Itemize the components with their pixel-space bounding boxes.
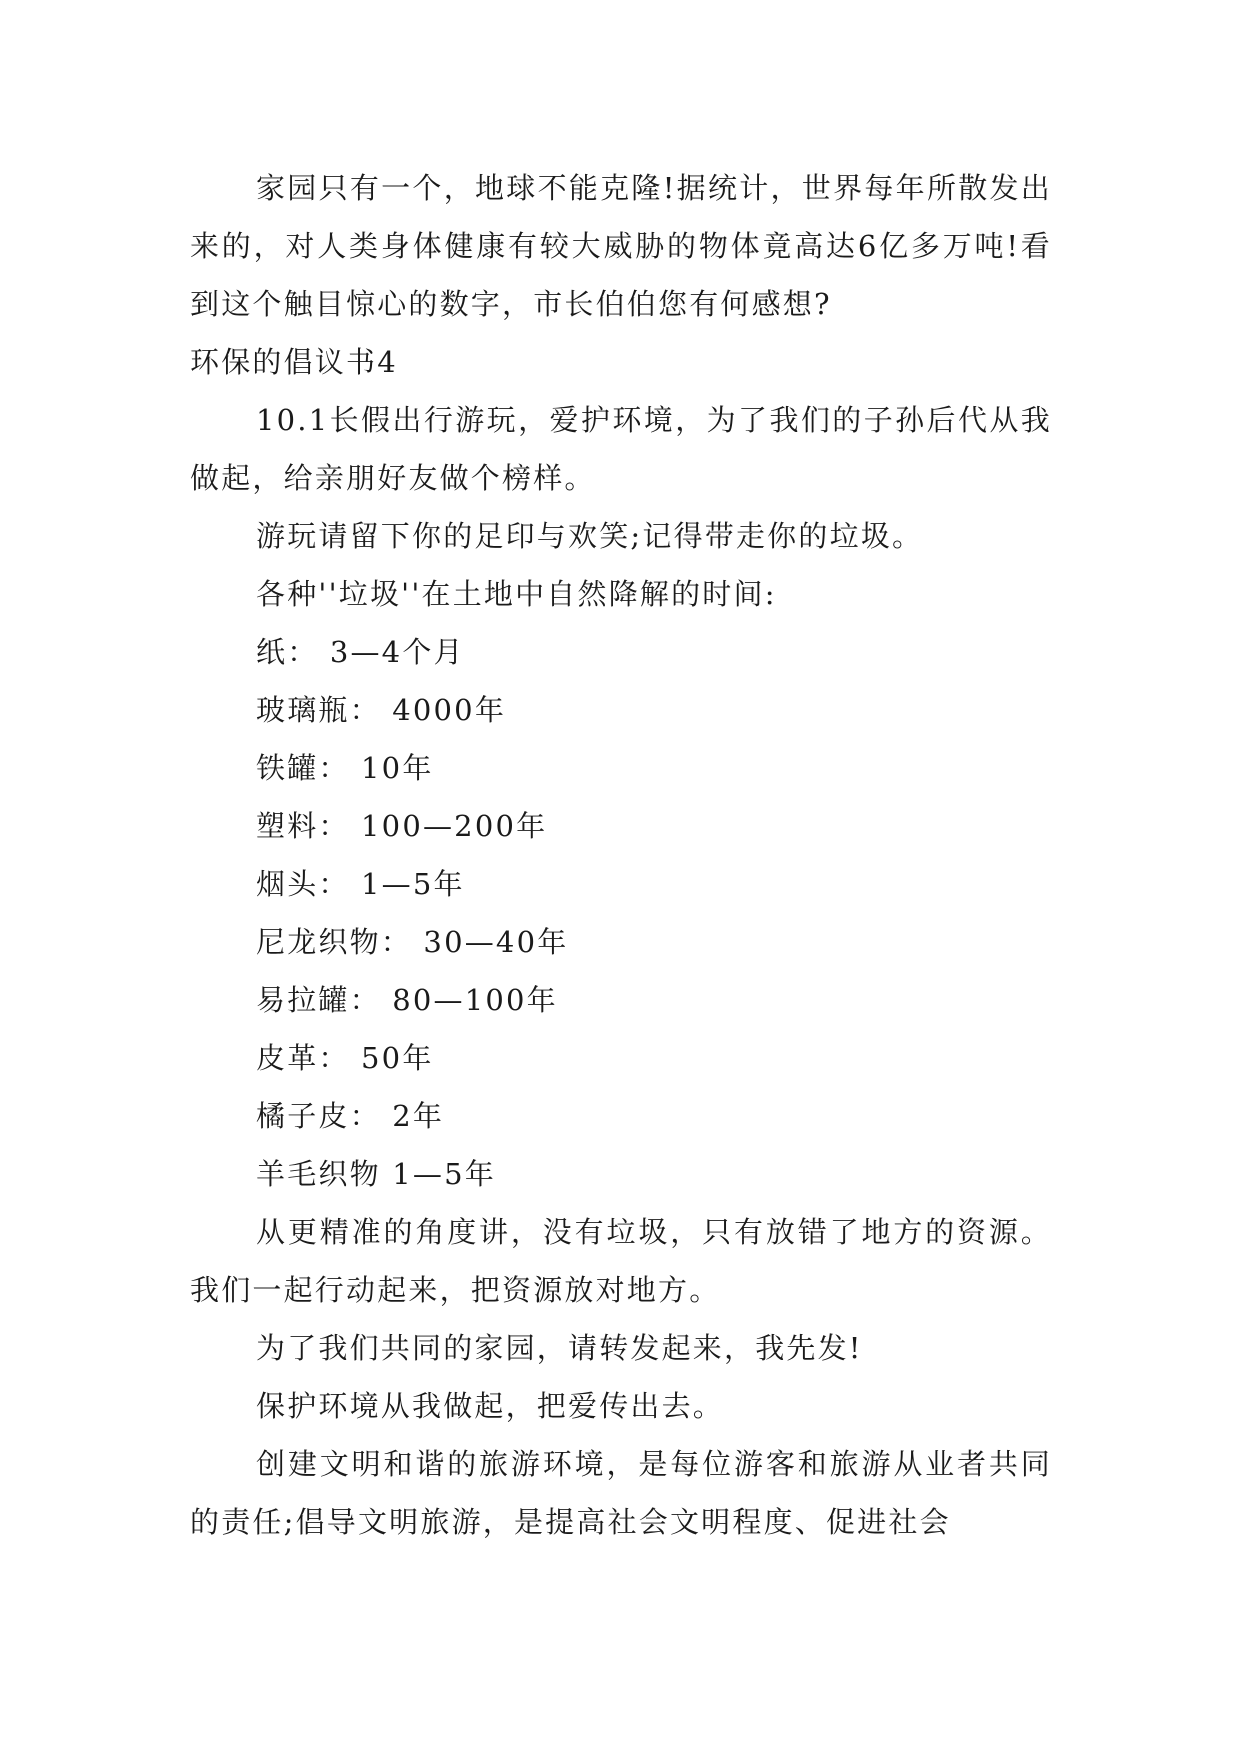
paragraph-take-trash: 游玩请留下你的足印与欢笑;记得带走你的垃圾。 bbox=[256, 519, 924, 553]
paragraph-holiday: 10.1长假出行游玩，爱护环境，为了我们的子孙后代从我做起，给亲朋好友做个榜样。 bbox=[190, 403, 1052, 495]
paragraph-protect: 保护环境从我做起，把爱传出去。 bbox=[256, 1389, 725, 1423]
paragraph-decompose-intro: 各种''垃圾''在土地中自然降解的时间: bbox=[256, 577, 777, 611]
list-item-leather: 皮革： 50年 bbox=[256, 1041, 434, 1075]
paragraph-intro: 家园只有一个，地球不能克隆!据统计，世界每年所散发出来的，对人类身体健康有较大威胁的物体竟高达6亿多万吨!看到这个触目惊心的数字，市长伯伯您有何感想? bbox=[190, 171, 1052, 321]
list-item-glass: 玻璃瓶： 4000年 bbox=[256, 693, 507, 727]
paragraph-resources: 从更精准的角度讲，没有垃圾，只有放错了地方的资源。我们一起行动起来，把资源放对地方。 bbox=[190, 1215, 1052, 1307]
list-item-cigarette: 烟头： 1—5年 bbox=[256, 867, 465, 901]
list-item-plastic: 塑料： 100—200年 bbox=[256, 809, 548, 843]
paragraph-share: 为了我们共同的家园，请转发起来，我先发! bbox=[256, 1331, 863, 1365]
list-item-pop-can: 易拉罐： 80—100年 bbox=[256, 983, 558, 1017]
paragraph-civilized-tourism: 创建文明和谐的旅游环境，是每位游客和旅游从业者共同的责任;倡导文明旅游，是提高社会文明程度、促进社会 bbox=[190, 1447, 1052, 1539]
list-item-wool: 羊毛织物 1—5年 bbox=[256, 1157, 496, 1191]
list-item-orange-peel: 橘子皮： 2年 bbox=[256, 1099, 445, 1133]
list-item-nylon: 尼龙织物： 30—40年 bbox=[256, 925, 569, 959]
document-body bbox=[190, 159, 1052, 1551]
section-heading: 环保的倡议书4 bbox=[190, 345, 398, 379]
list-item-iron-can: 铁罐： 10年 bbox=[256, 751, 434, 785]
list-item-paper: 纸： 3—4个月 bbox=[256, 635, 465, 669]
